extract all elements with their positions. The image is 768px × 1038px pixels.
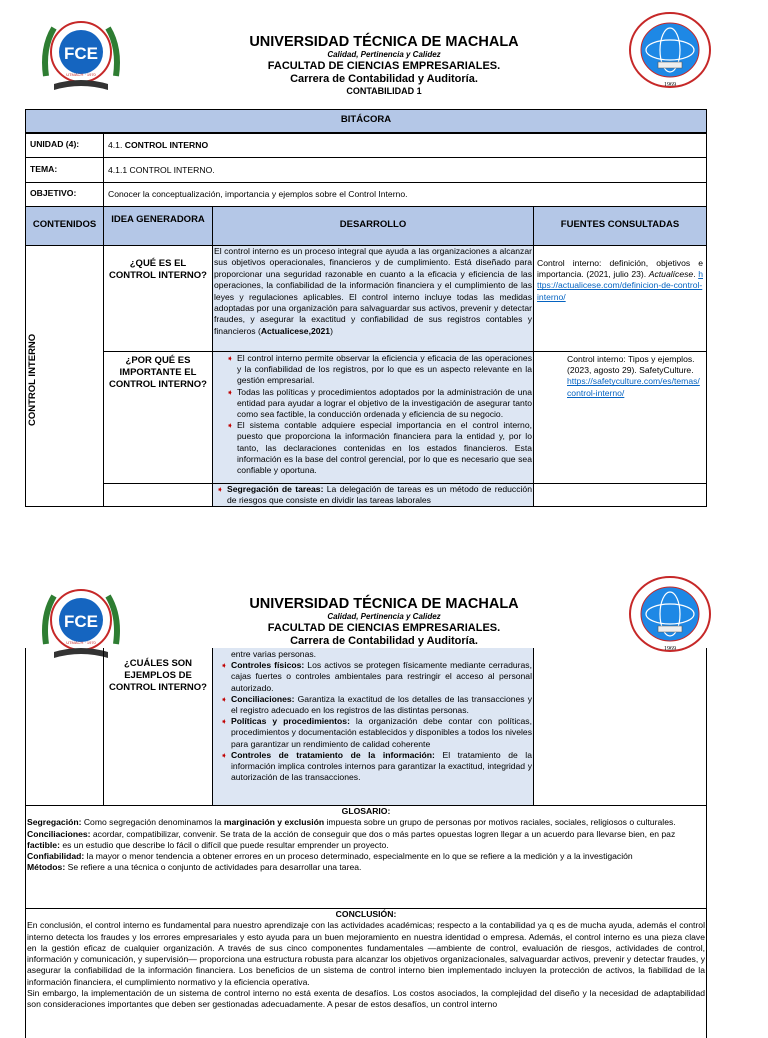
svg-text:UTMACH · 1970: UTMACH · 1970: [66, 640, 96, 645]
list-item: ➧ El sistema contable adquiere especial importancia en el control interno, puesto que proporciona la información financiera para la entidad y, por lo tanto, las declaraciones contenidas en los estados financieros. Esta información es la base del control gerencial, por lo que es necesario que sea confiable y oportuna.: [223, 420, 532, 476]
list-item: ➧ El control interno permite observar la eficiencia y eficacia de las operaciones y la confiabilidad de los registros, por lo que es un aspecto relevante en la gestión empresarial.: [223, 353, 532, 387]
desarrollo-q1: El control interno es un proceso integral que ayuda a las organizaciones a alcanzar sus objetivos operacionales, financieros y de cumplimiento. Está diseñado para proporcionar una seguridad razonable en cuanto a la eficacia y eficiencia de las operaciones, la confiabilidad de la información financiera y el cumplimiento de las leyes y regulaciones aplicables. El control interno incluye todas las medidas adoptadas por una organización para salvaguardar sus activos, prevenir y detectar fraudes, y asegurar la exactitud y confiabilidad de sus registros contables y financieros (Actualicese,2021): [212, 245, 534, 352]
arrow-bullet-icon: ➧: [220, 694, 228, 704]
list-item: ➧ Controles físicos: Los activos se protegen físicamente mediante cerraduras, cajas fuertes o controles ambientales para restringir el acceso al personal autorizado.: [217, 660, 532, 694]
tema-value: 4.1.1 CONTROL INTERNO.: [103, 157, 707, 183]
glosario-item: Conciliaciones: acordar, compatibilizar, convenir. Se trata de la acción de conseguir que dos o más partes opuestas logren llegar a un acuerdo para llevarse bien, en paz: [27, 828, 676, 839]
list-item: ➧ Segregación de tareas: La delegación de tareas es un método de reducción de riesgos que consiste en dividir las tareas laborales: [213, 484, 532, 506]
col-fuentes: FUENTES CONSULTADAS: [533, 206, 707, 246]
career-name: Carrera de Contabilidad y Auditoría.: [290, 635, 478, 647]
seg-continuation: entre varias personas.: [231, 649, 317, 659]
idea-q2: ¿POR QUÉ ES IMPORTANTE EL CONTROL INTERNO?: [103, 351, 213, 484]
contenidos-side-cell-2: [25, 648, 104, 806]
idea-q3: ¿CUÁLES SON EJEMPLOS DE CONTROL INTERNO?: [103, 648, 213, 806]
conclusion-paragraph-2: Sin embargo, la implementación de un sistema de control interno no está exenta de desafíos. Los costos asociados, la complejidad del diseño y la necesidad de adaptabilidad son consideraciones importantes que deben ser gestionadas adecuadamente. A pesar de estos desafíos, un control interno: [27, 988, 705, 1010]
faculty-name: FACULTAD DE CIENCIAS EMPRESARIALES.: [267, 60, 501, 72]
page-header-1: [0, 0, 768, 100]
conclusion-paragraph-1: En conclusión, el control interno es fundamental para nuestro aprendizaje con las actividades académicas; respecto a la contabilidad ya q es de mucha ayuda, además el control interno detecta los fraudes y los errores empresariales y esto ayuda para un buen mejoramiento en nuestra identidad o empresa. Además, el control interno es una pieza clave en la gestión eficaz de cualquier organización. A través de sus cinco componentes fundamentales —ambiente de control, evaluación de riesgos, actividades de control, información y comunicación, y supervisión— proporciona una estructura robusta para alcanzar los objetivos organizacionales, salvaguardar activos, prevenir y detectar fraudes, y asegurar la confiabilidad de la información financiera. Los beneficios de un sistema de control interno bien implementado incluyen la protección de activos, la fiabilidad de la información financiera, el cumplimiento normativo y la eficiencia operativa.: [27, 920, 705, 987]
unidad-value: 4.1. CONTROL INTERNO: [103, 133, 707, 158]
utmach-seal: [628, 576, 712, 654]
career-name: Carrera de Contabilidad y Auditoría.: [290, 73, 478, 85]
fuente-q1-link[interactable]: https://actualicese.com/definicion-de-control-interno/: [537, 269, 703, 302]
objetivo-label: OBJETIVO:: [25, 182, 104, 207]
svg-text:1969: 1969: [664, 82, 676, 88]
arrow-bullet-icon: ➧: [226, 354, 234, 363]
fuente-q2-link[interactable]: https://safetyculture.com/es/temas/control-interno/: [567, 376, 700, 398]
list-item: ➧ Políticas y procedimientos: la organización debe contar con políticas, procedimientos y documentación establecidos y disponibles a todos los niveles para garantizar un rendimiento de calidad coherente: [217, 716, 532, 750]
subject-name: CONTABILIDAD 1: [346, 86, 422, 96]
glosario-section: [25, 805, 707, 909]
desarrollo-q3: [212, 648, 534, 806]
col-idea-generadora: IDEA GENERADORA: [103, 206, 213, 246]
svg-text:FCE: FCE: [64, 44, 98, 63]
arrow-bullet-icon: ➧: [220, 717, 228, 727]
svg-text:FCE: FCE: [64, 612, 98, 631]
list-item: ➧ Todas las políticas y procedimientos adoptados por la administración de una entidad para ayudar a lograr el objetivo de la investigación de asegurar tanto como sea factible, la conducción ordenada y eficiencia de su negocio.: [223, 387, 532, 421]
arrow-bullet-icon: ➧: [216, 485, 224, 494]
fuente-q3: [533, 648, 707, 806]
col-desarrollo: DESARROLLO: [212, 206, 534, 246]
utmach-seal: [628, 12, 712, 90]
glosario-item: Segregación: Como segregación denominamos la marginación y exclusión impuesta sobre un grupo de personas por motivos raciales, sociales, religiosos o culturales.: [27, 817, 676, 828]
idea-q3-top: [103, 483, 213, 507]
unidad-label: UNIDAD (4):: [25, 133, 104, 158]
arrow-bullet-icon: ➧: [226, 421, 234, 431]
university-motto: Calidad, Pertinencia y Calidez: [327, 612, 441, 621]
university-name: UNIVERSIDAD TÉCNICA DE MACHALA: [249, 596, 519, 612]
bitacora-title: BITÁCORA: [25, 109, 707, 133]
conclusion-section: [25, 908, 707, 1038]
glosario-item: factible: es un estudio que describe lo fácil o difícil que puede resultar emprender un proyecto.: [27, 839, 389, 850]
list-item: ➧ Controles de tratamiento de la información: El tratamiento de la información implica controles internos para garantizar la exactitud, integridad y autorización de las transacciones.: [217, 750, 532, 784]
desarrollo-q3-top: [212, 483, 534, 507]
arrow-bullet-icon: ➧: [226, 387, 234, 397]
svg-text:1969: 1969: [664, 646, 676, 652]
university-motto: Calidad, Pertinencia y Calidez: [327, 50, 441, 59]
col-contenidos: CONTENIDOS: [25, 206, 104, 246]
fuente-q3-top: [533, 483, 707, 507]
glosario-title: GLOSARIO:: [341, 806, 391, 816]
list-item: ➧ Conciliaciones: Garantiza la exactitud de los detalles de las transacciones y el registro adecuado en los registros de las distintas personas.: [217, 694, 532, 716]
glosario-item: Métodos: Se refiere a una técnica o conjunto de actividades para desarrollar una tarea.: [27, 862, 362, 873]
tema-label: TEMA:: [25, 157, 104, 183]
svg-text:UTMACH · 1970: UTMACH · 1970: [66, 72, 96, 77]
objetivo-value: Conocer la conceptualización, importancia y ejemplos sobre el Control Interno.: [103, 182, 707, 207]
fuente-q1: Control interno: definición, objetivos e importancia. (2021, julio 23). Actualícese. https://actualicese.com/definicion-de-control-interno/: [533, 245, 707, 352]
conclusion-title: CONCLUSIÓN:: [335, 909, 397, 919]
side-label-control-interno: CONTROL INTERNO: [27, 333, 38, 426]
university-name: UNIVERSIDAD TÉCNICA DE MACHALA: [249, 34, 519, 50]
faculty-name: FACULTAD DE CIENCIAS EMPRESARIALES.: [267, 622, 501, 634]
fuente-q2: Control interno: Tipos y ejemplos. (2023, agosto 29). SafetyCulture. https://safetyculture.com/es/temas/control-interno/: [533, 351, 707, 484]
idea-q1: ¿QUÉ ES EL CONTROL INTERNO?: [103, 245, 213, 352]
desarrollo-q2: [212, 351, 534, 484]
glosario-item: Confiabilidad: la mayor o menor tendencia a obtener errores en un proceso determinado, especialmente en lo que se refiere a la medición y a la investigación: [27, 851, 633, 862]
arrow-bullet-icon: ➧: [220, 661, 228, 671]
arrow-bullet-icon: ➧: [220, 750, 228, 760]
